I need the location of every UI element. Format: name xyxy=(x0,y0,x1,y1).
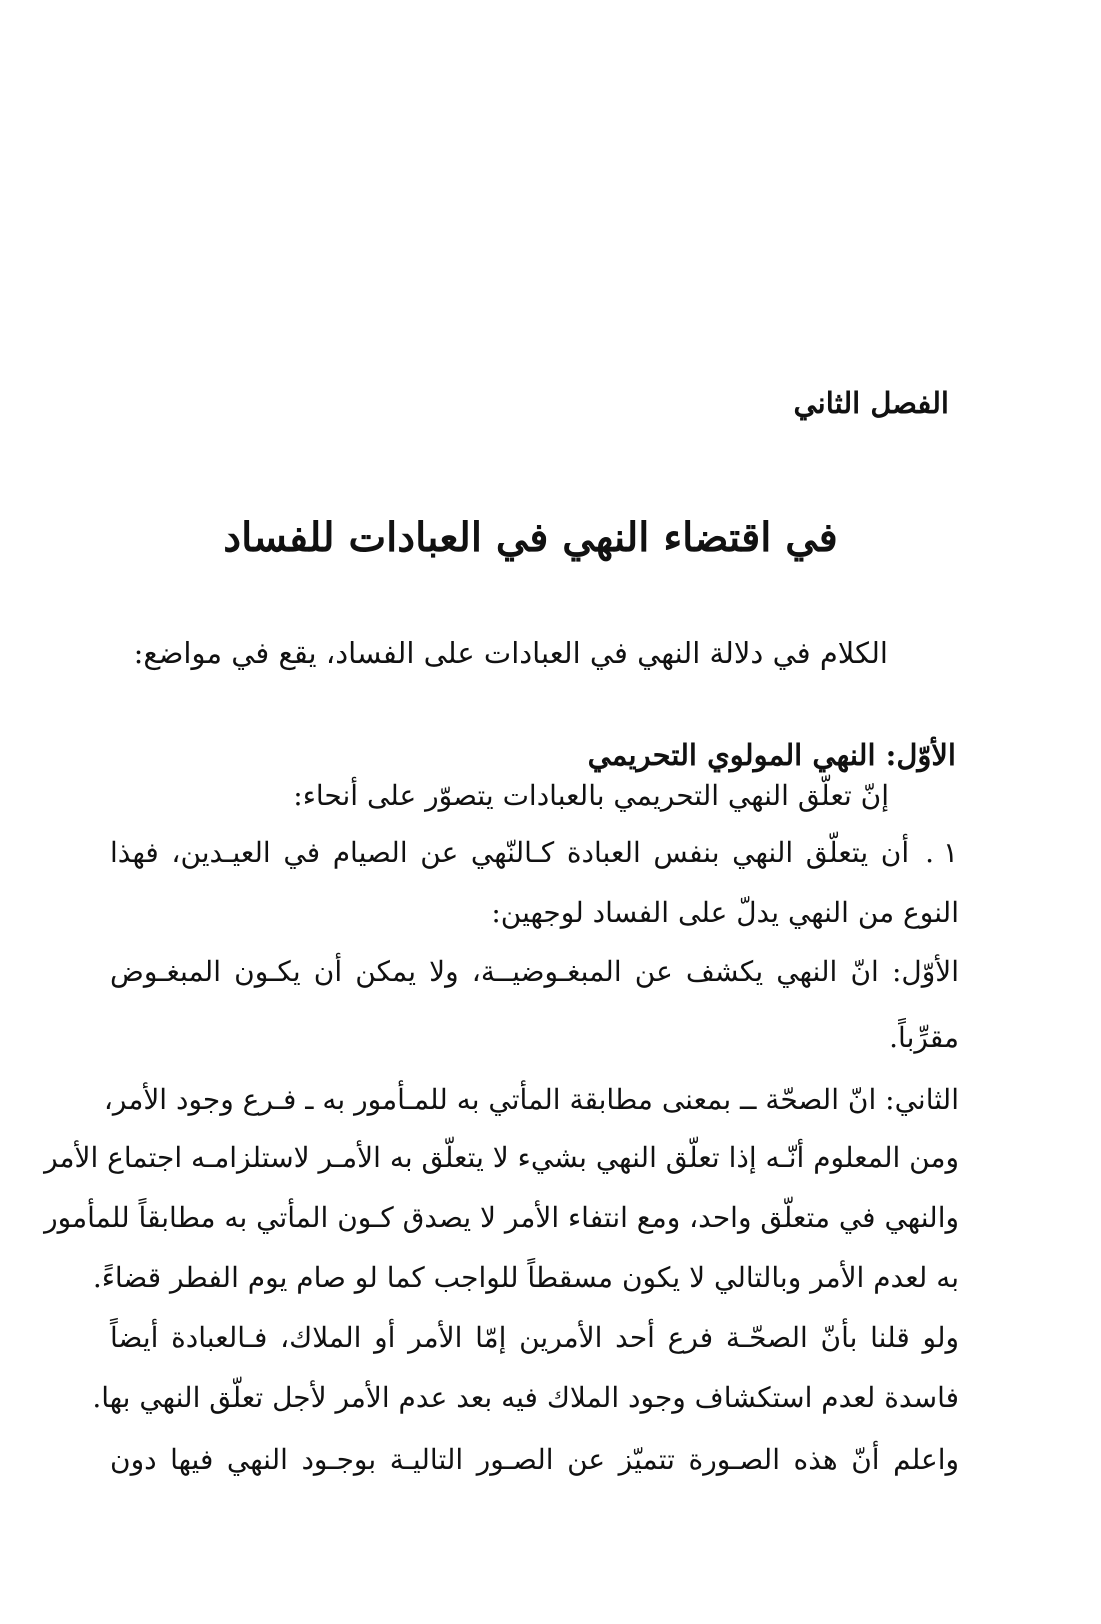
body-line: الأوّل: انّ النهي يكشف عن المبغـوضيــة، ولا يمكن أن يكـون المبغـوض xyxy=(110,955,959,988)
section-heading: الأوّل: النهي المولوي التحريمي xyxy=(587,738,956,772)
chapter-title: في اقتضاء النهي في العبادات للفساد xyxy=(223,514,838,561)
body-line: والنهي في متعلّق واحد، ومع انتفاء الأمر لا يصدق كـون المأتي به مطابقاً للمأمور xyxy=(44,1201,959,1234)
intro-paragraph: الكلام في دلالة النهي في العبادات على الفساد، يقع في مواضع: xyxy=(133,636,888,670)
body-line-numbered xyxy=(110,833,958,873)
body-line: مقرِّباً. xyxy=(889,1021,959,1054)
body-line: ومن المعلوم أنّـه إذا تعلّق النهي بشيء لا يتعلّق به الأمـر لاستلزامـه اجتماع الأمر xyxy=(44,1141,959,1174)
body-line: النوع من النهي يدلّ على الفساد لوجهين: xyxy=(491,896,959,929)
body-line: فاسدة لعدم استكشاف وجود الملاك فيه بعد عدم الأمر لأجل تعلّق النهي بها. xyxy=(92,1381,959,1414)
body-line: الثاني: انّ الصحّة ــ بمعنى مطابقة المأتي به للمـأمور به ـ فـرع وجود الأمر، xyxy=(103,1083,959,1116)
chapter-label: الفصل الثاني xyxy=(793,386,949,420)
body-line: ولو قلنا بأنّ الصحّـة فرع أحد الأمرين إمّا الأمر أو الملاك، فـالعبادة أيضاً xyxy=(110,1321,959,1354)
body-line: به لعدم الأمر وبالتالي لا يكون مسقطاً للواجب كما لو صام يوم الفطر قضاءً. xyxy=(92,1261,959,1294)
item-number: ١ . xyxy=(925,836,958,869)
body-line: إنّ تعلّق النهي التحريمي بالعبادات يتصوّر على أنحاء: xyxy=(293,779,889,812)
body-line: واعلم أنّ هذه الصـورة تتميّز عن الصـور التاليـة بوجـود النهي فيها دون xyxy=(110,1443,959,1476)
body-line: أن يتعلّق النهي بنفس العبادة كـالنّهي عن الصيام في العيـدين، فهذا xyxy=(110,836,910,869)
